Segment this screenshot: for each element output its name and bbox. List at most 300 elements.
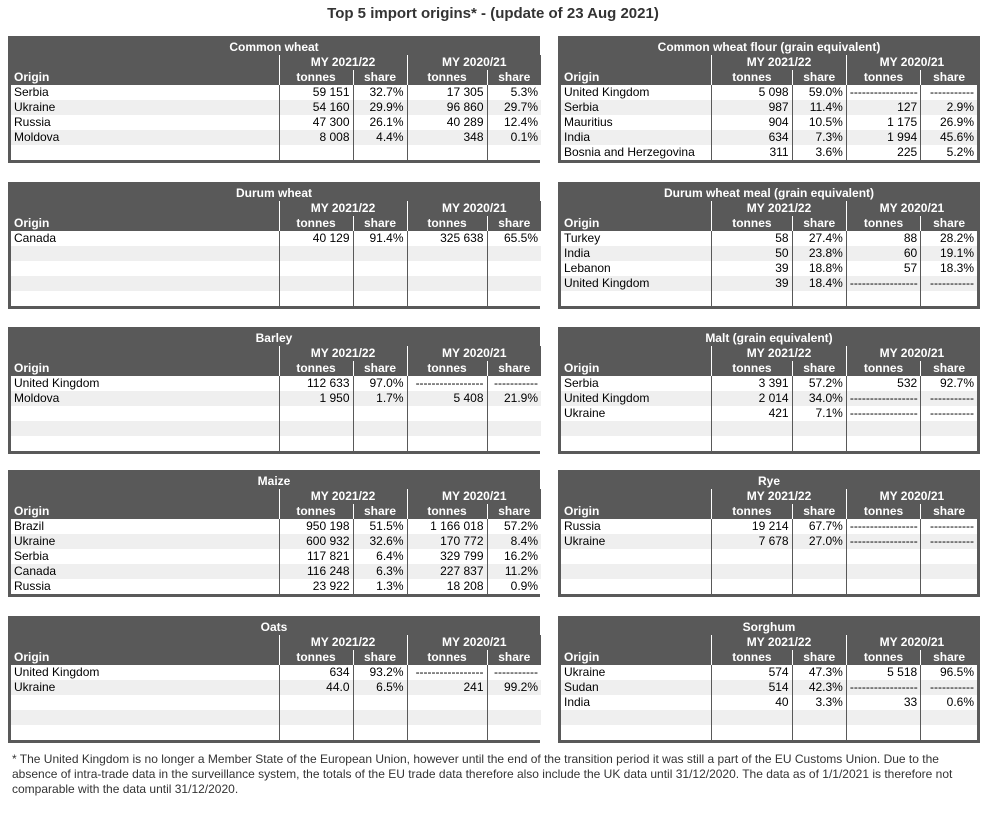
header-share: share <box>921 504 977 519</box>
share-2020-21-cell: 96.5% <box>921 665 977 680</box>
tonnes-2020-21-cell: 1 175 <box>846 115 920 130</box>
tonnes-2020-21-cell <box>846 579 920 594</box>
table-row <box>11 665 541 680</box>
header-tonnes: tonnes <box>279 650 353 665</box>
tonnes-2021-22-cell: 904 <box>712 115 792 130</box>
share-2020-21-cell <box>487 436 541 451</box>
tonnes-2021-22-cell: 39 <box>712 261 792 276</box>
panel-sorghum <box>558 616 980 743</box>
share-2021-22-cell: 6.5% <box>353 680 407 695</box>
header-my-2021-22: MY 2021/22 <box>279 201 407 216</box>
tonnes-2020-21-cell <box>846 710 920 725</box>
tonnes-2021-22-cell <box>279 145 353 160</box>
origin-cell <box>561 725 712 740</box>
header-tonnes: tonnes <box>712 504 792 519</box>
tonnes-2020-21-cell: 127 <box>846 100 920 115</box>
header-origin: Origin <box>561 504 712 519</box>
tonnes-2020-21-cell <box>846 564 920 579</box>
table-row <box>561 261 977 276</box>
share-2021-22-cell <box>792 579 846 594</box>
header-share: share <box>921 650 977 665</box>
tonnes-2020-21-cell <box>846 436 920 451</box>
tonnes-2020-21-cell <box>407 421 487 436</box>
share-2021-22-cell <box>792 421 846 436</box>
share-2020-21-cell: 11.2% <box>487 564 541 579</box>
table-row <box>11 246 541 261</box>
share-2021-22-cell <box>353 710 407 725</box>
share-2020-21-cell <box>487 246 541 261</box>
origin-cell: Serbia <box>11 549 279 564</box>
table-row <box>11 291 541 306</box>
share-2021-22-cell: 34.0% <box>792 391 846 406</box>
tonnes-2020-21-cell: ----------------- <box>846 276 920 291</box>
table-row <box>561 564 977 579</box>
header-my-2020-21: MY 2020/21 <box>846 201 977 216</box>
tonnes-2021-22-cell: 3 391 <box>712 376 792 391</box>
panel-oats <box>8 616 540 743</box>
share-2020-21-cell: ----------- <box>487 376 541 391</box>
share-2020-21-cell: 57.2% <box>487 519 541 534</box>
header-tonnes: tonnes <box>279 361 353 376</box>
header-share: share <box>487 361 541 376</box>
tonnes-2021-22-cell: 112 633 <box>279 376 353 391</box>
share-2020-21-cell: 65.5% <box>487 231 541 246</box>
header-blank <box>561 635 712 650</box>
tonnes-2020-21-cell <box>407 710 487 725</box>
table-row <box>11 376 541 391</box>
header-tonnes: tonnes <box>407 216 487 231</box>
share-2020-21-cell <box>487 725 541 740</box>
share-2020-21-cell: 0.9% <box>487 579 541 594</box>
tonnes-2020-21-cell: ----------------- <box>846 391 920 406</box>
tonnes-2021-22-cell <box>279 276 353 291</box>
table-row <box>11 549 541 564</box>
header-my-2020-21: MY 2020/21 <box>846 55 977 70</box>
share-2020-21-cell: 28.2% <box>921 231 977 246</box>
header-my-2020-21: MY 2020/21 <box>407 346 541 361</box>
origin-cell: Canada <box>11 231 279 246</box>
tonnes-2020-21-cell <box>846 291 920 306</box>
header-my-2020-21: MY 2020/21 <box>407 55 541 70</box>
share-2021-22-cell <box>353 246 407 261</box>
header-origin: Origin <box>11 361 279 376</box>
tonnes-2021-22-cell <box>279 725 353 740</box>
tonnes-2021-22-cell: 634 <box>279 665 353 680</box>
share-2020-21-cell <box>487 276 541 291</box>
table-row <box>11 695 541 710</box>
share-2021-22-cell <box>353 725 407 740</box>
tonnes-2021-22-cell <box>279 421 353 436</box>
table-row <box>11 579 541 594</box>
table-row <box>561 519 977 534</box>
share-2020-21-cell <box>921 436 977 451</box>
header-blank <box>561 201 712 216</box>
origin-cell <box>561 579 712 594</box>
tonnes-2020-21-cell <box>407 291 487 306</box>
header-blank <box>11 55 279 70</box>
panel-durum-wheat <box>8 182 540 309</box>
tonnes-2020-21-cell: ----------------- <box>846 680 920 695</box>
share-2021-22-cell: 1.3% <box>353 579 407 594</box>
header-my-2021-22: MY 2021/22 <box>279 635 407 650</box>
origin-cell: United Kingdom <box>561 276 712 291</box>
data-table <box>561 346 977 451</box>
tonnes-2020-21-cell: ----------------- <box>407 376 487 391</box>
share-2020-21-cell: 0.6% <box>921 695 977 710</box>
tonnes-2021-22-cell: 574 <box>712 665 792 680</box>
table-row <box>561 376 977 391</box>
share-2020-21-cell <box>921 564 977 579</box>
origin-cell: Moldova <box>11 130 279 145</box>
tonnes-2021-22-cell <box>712 291 792 306</box>
page-title: Top 5 import origins* - (update of 23 Aug 2021) <box>327 5 659 22</box>
header-share: share <box>792 504 846 519</box>
tonnes-2021-22-cell: 47 300 <box>279 115 353 130</box>
table-row <box>561 695 977 710</box>
table-row <box>561 710 977 725</box>
tonnes-2021-22-cell: 600 932 <box>279 534 353 549</box>
header-tonnes: tonnes <box>279 70 353 85</box>
tonnes-2020-21-cell <box>846 549 920 564</box>
share-2020-21-cell <box>487 261 541 276</box>
tonnes-2021-22-cell: 23 922 <box>279 579 353 594</box>
share-2020-21-cell <box>487 406 541 421</box>
tonnes-2021-22-cell <box>279 695 353 710</box>
share-2021-22-cell: 47.3% <box>792 665 846 680</box>
origin-cell <box>11 276 279 291</box>
tonnes-2020-21-cell: ----------------- <box>846 406 920 421</box>
header-origin: Origin <box>11 216 279 231</box>
share-2020-21-cell <box>487 695 541 710</box>
header-share: share <box>487 70 541 85</box>
table-row <box>11 130 541 145</box>
header-my-2021-22: MY 2021/22 <box>712 55 847 70</box>
table-row <box>11 436 541 451</box>
tonnes-2021-22-cell: 40 129 <box>279 231 353 246</box>
origin-cell: India <box>561 246 712 261</box>
data-table <box>561 489 977 594</box>
header-share: share <box>921 216 977 231</box>
share-2021-22-cell: 18.8% <box>792 261 846 276</box>
share-2021-22-cell: 29.9% <box>353 100 407 115</box>
tonnes-2020-21-cell: 532 <box>846 376 920 391</box>
header-blank <box>11 201 279 216</box>
header-origin: Origin <box>561 216 712 231</box>
data-table <box>11 55 541 160</box>
tonnes-2021-22-cell: 2 014 <box>712 391 792 406</box>
table-row <box>561 246 977 261</box>
tonnes-2021-22-cell: 19 214 <box>712 519 792 534</box>
tonnes-2021-22-cell: 987 <box>712 100 792 115</box>
share-2021-22-cell <box>792 291 846 306</box>
table-row <box>11 100 541 115</box>
panel-rye <box>558 470 980 597</box>
tonnes-2021-22-cell: 1 950 <box>279 391 353 406</box>
origin-cell <box>561 436 712 451</box>
origin-cell <box>11 246 279 261</box>
tonnes-2020-21-cell: 1 994 <box>846 130 920 145</box>
header-blank <box>561 346 712 361</box>
header-my-2021-22: MY 2021/22 <box>712 201 847 216</box>
header-tonnes: tonnes <box>846 216 920 231</box>
tonnes-2020-21-cell <box>407 246 487 261</box>
share-2021-22-cell <box>353 291 407 306</box>
origin-cell <box>561 421 712 436</box>
share-2021-22-cell: 6.4% <box>353 549 407 564</box>
tonnes-2020-21-cell <box>846 725 920 740</box>
tonnes-2021-22-cell: 59 151 <box>279 85 353 100</box>
panel-title: Durum wheat <box>235 186 312 200</box>
data-table <box>561 201 977 306</box>
table-row <box>561 534 977 549</box>
share-2021-22-cell: 97.0% <box>353 376 407 391</box>
panel-common-wheat-flour-grain-equivalent <box>558 36 980 163</box>
panel-maize <box>8 470 540 597</box>
origin-cell: United Kingdom <box>11 376 279 391</box>
tonnes-2020-21-cell: 227 837 <box>407 564 487 579</box>
header-my-2021-22: MY 2021/22 <box>712 346 847 361</box>
share-2021-22-cell <box>792 710 846 725</box>
header-tonnes: tonnes <box>407 650 487 665</box>
tonnes-2021-22-cell <box>279 710 353 725</box>
share-2020-21-cell <box>921 421 977 436</box>
table-row <box>11 391 541 406</box>
origin-cell <box>561 710 712 725</box>
tonnes-2020-21-cell: 18 208 <box>407 579 487 594</box>
share-2020-21-cell: 92.7% <box>921 376 977 391</box>
tonnes-2020-21-cell: ----------------- <box>846 519 920 534</box>
tonnes-2021-22-cell: 58 <box>712 231 792 246</box>
share-2020-21-cell: 21.9% <box>487 391 541 406</box>
header-tonnes: tonnes <box>407 504 487 519</box>
share-2020-21-cell: 26.9% <box>921 115 977 130</box>
origin-cell <box>561 564 712 579</box>
panel-title: Maize <box>257 474 291 488</box>
header-origin: Origin <box>561 650 712 665</box>
header-share: share <box>353 216 407 231</box>
header-tonnes: tonnes <box>279 504 353 519</box>
tonnes-2021-22-cell <box>712 549 792 564</box>
header-tonnes: tonnes <box>279 216 353 231</box>
origin-cell <box>561 549 712 564</box>
tonnes-2021-22-cell <box>279 436 353 451</box>
header-share: share <box>921 70 977 85</box>
origin-cell <box>11 421 279 436</box>
tonnes-2021-22-cell <box>279 291 353 306</box>
header-blank <box>11 346 279 361</box>
tonnes-2020-21-cell <box>407 276 487 291</box>
share-2020-21-cell <box>487 421 541 436</box>
panel-title: Durum wheat meal (grain equivalent) <box>663 186 875 200</box>
share-2021-22-cell: 57.2% <box>792 376 846 391</box>
share-2021-22-cell <box>353 145 407 160</box>
tonnes-2021-22-cell <box>712 421 792 436</box>
panel-title: Malt (grain equivalent) <box>705 331 833 345</box>
table-row <box>561 579 977 594</box>
table-row <box>561 145 977 160</box>
panel-title: Common wheat flour (grain equivalent) <box>657 40 881 54</box>
header-share: share <box>353 361 407 376</box>
share-2021-22-cell: 91.4% <box>353 231 407 246</box>
header-my-2020-21: MY 2020/21 <box>846 489 977 504</box>
panel-durum-wheat-meal-grain-equivalent <box>558 182 980 309</box>
share-2021-22-cell: 3.6% <box>792 145 846 160</box>
table-row <box>561 231 977 246</box>
tonnes-2021-22-cell: 950 198 <box>279 519 353 534</box>
header-origin: Origin <box>561 70 712 85</box>
header-origin: Origin <box>11 70 279 85</box>
share-2021-22-cell <box>353 406 407 421</box>
share-2020-21-cell: 18.3% <box>921 261 977 276</box>
share-2021-22-cell <box>353 695 407 710</box>
origin-cell: Canada <box>11 564 279 579</box>
tonnes-2021-22-cell <box>712 579 792 594</box>
table-row <box>561 291 977 306</box>
tonnes-2021-22-cell: 421 <box>712 406 792 421</box>
share-2020-21-cell: 5.2% <box>921 145 977 160</box>
tonnes-2021-22-cell: 44.0 <box>279 680 353 695</box>
share-2020-21-cell: 16.2% <box>487 549 541 564</box>
share-2020-21-cell: ----------- <box>921 276 977 291</box>
header-share: share <box>487 650 541 665</box>
share-2020-21-cell <box>921 710 977 725</box>
table-row <box>561 665 977 680</box>
header-share: share <box>792 70 846 85</box>
header-my-2020-21: MY 2020/21 <box>407 635 541 650</box>
table-row <box>11 680 541 695</box>
data-table <box>11 489 541 594</box>
share-2020-21-cell: ----------- <box>921 519 977 534</box>
data-table <box>11 635 541 740</box>
tonnes-2021-22-cell: 40 <box>712 695 792 710</box>
tonnes-2020-21-cell: 60 <box>846 246 920 261</box>
table-row <box>11 115 541 130</box>
header-share: share <box>792 361 846 376</box>
origin-cell: India <box>561 695 712 710</box>
table-row <box>561 680 977 695</box>
header-share: share <box>792 216 846 231</box>
tonnes-2020-21-cell: 325 638 <box>407 231 487 246</box>
header-tonnes: tonnes <box>846 650 920 665</box>
header-share: share <box>487 504 541 519</box>
header-share: share <box>921 361 977 376</box>
header-my-2021-22: MY 2021/22 <box>712 635 847 650</box>
share-2020-21-cell: ----------- <box>921 391 977 406</box>
share-2021-22-cell: 7.3% <box>792 130 846 145</box>
share-2021-22-cell: 42.3% <box>792 680 846 695</box>
header-share: share <box>353 504 407 519</box>
table-row <box>11 725 541 740</box>
tonnes-2020-21-cell: ----------------- <box>846 534 920 549</box>
table-row <box>561 85 977 100</box>
share-2020-21-cell: ----------- <box>921 534 977 549</box>
footnote: * The United Kingdom is no longer a Member State of the European Union, however until the end of the transition period it was still a part of the EU Customs Union. Due to the absence of intra-trade data in the surveillance system, the totals of the EU trade data therefore also include the UK data until 31/12/2020. The data as of 1/1/2021 is therefore not comparable with the data until 31/12/2020. <box>12 752 953 796</box>
header-blank <box>561 55 712 70</box>
table-row <box>561 391 977 406</box>
tonnes-2020-21-cell: 170 772 <box>407 534 487 549</box>
share-2021-22-cell <box>353 436 407 451</box>
table-row <box>561 421 977 436</box>
header-share: share <box>353 650 407 665</box>
share-2021-22-cell: 59.0% <box>792 85 846 100</box>
table-row <box>11 406 541 421</box>
table-row <box>561 436 977 451</box>
share-2021-22-cell: 11.4% <box>792 100 846 115</box>
tonnes-2020-21-cell: 5 518 <box>846 665 920 680</box>
share-2021-22-cell: 3.3% <box>792 695 846 710</box>
share-2020-21-cell <box>487 710 541 725</box>
header-tonnes: tonnes <box>712 650 792 665</box>
header-tonnes: tonnes <box>846 504 920 519</box>
tonnes-2021-22-cell <box>712 710 792 725</box>
tonnes-2020-21-cell <box>407 725 487 740</box>
table-row <box>11 231 541 246</box>
origin-cell <box>11 695 279 710</box>
share-2021-22-cell: 32.6% <box>353 534 407 549</box>
tonnes-2020-21-cell: 17 305 <box>407 85 487 100</box>
share-2020-21-cell: 8.4% <box>487 534 541 549</box>
tonnes-2020-21-cell <box>407 145 487 160</box>
origin-cell: Russia <box>561 519 712 534</box>
share-2020-21-cell: 19.1% <box>921 246 977 261</box>
share-2021-22-cell: 51.5% <box>353 519 407 534</box>
share-2020-21-cell: 5.3% <box>487 85 541 100</box>
share-2021-22-cell: 1.7% <box>353 391 407 406</box>
table-row <box>561 100 977 115</box>
origin-cell: Sudan <box>561 680 712 695</box>
tonnes-2021-22-cell: 5 098 <box>712 85 792 100</box>
tonnes-2021-22-cell <box>712 564 792 579</box>
origin-cell <box>11 145 279 160</box>
origin-cell <box>561 291 712 306</box>
header-my-2021-22: MY 2021/22 <box>279 489 407 504</box>
share-2020-21-cell: 12.4% <box>487 115 541 130</box>
origin-cell: Turkey <box>561 231 712 246</box>
tonnes-2021-22-cell <box>712 436 792 451</box>
tonnes-2020-21-cell: 329 799 <box>407 549 487 564</box>
header-share: share <box>792 650 846 665</box>
header-blank <box>11 635 279 650</box>
tonnes-2020-21-cell: 40 289 <box>407 115 487 130</box>
share-2021-22-cell: 32.7% <box>353 85 407 100</box>
table-row <box>561 725 977 740</box>
tonnes-2021-22-cell <box>279 406 353 421</box>
origin-cell: Bosnia and Herzegovina <box>561 145 712 160</box>
origin-cell: Ukraine <box>561 534 712 549</box>
header-tonnes: tonnes <box>712 216 792 231</box>
share-2021-22-cell <box>792 436 846 451</box>
share-2021-22-cell: 26.1% <box>353 115 407 130</box>
tonnes-2020-21-cell: 225 <box>846 145 920 160</box>
share-2021-22-cell: 27.0% <box>792 534 846 549</box>
origin-cell: United Kingdom <box>11 665 279 680</box>
tonnes-2021-22-cell: 50 <box>712 246 792 261</box>
share-2020-21-cell <box>921 291 977 306</box>
data-table <box>561 635 977 740</box>
origin-cell <box>11 291 279 306</box>
panel-title: Rye <box>757 474 780 488</box>
header-tonnes: tonnes <box>407 70 487 85</box>
data-table <box>561 55 977 160</box>
origin-cell: Serbia <box>561 100 712 115</box>
origin-cell <box>11 725 279 740</box>
tonnes-2021-22-cell <box>279 261 353 276</box>
origin-cell: Brazil <box>11 519 279 534</box>
header-my-2020-21: MY 2020/21 <box>846 635 977 650</box>
share-2020-21-cell: ----------- <box>921 680 977 695</box>
header-origin: Origin <box>11 650 279 665</box>
tonnes-2020-21-cell <box>846 421 920 436</box>
